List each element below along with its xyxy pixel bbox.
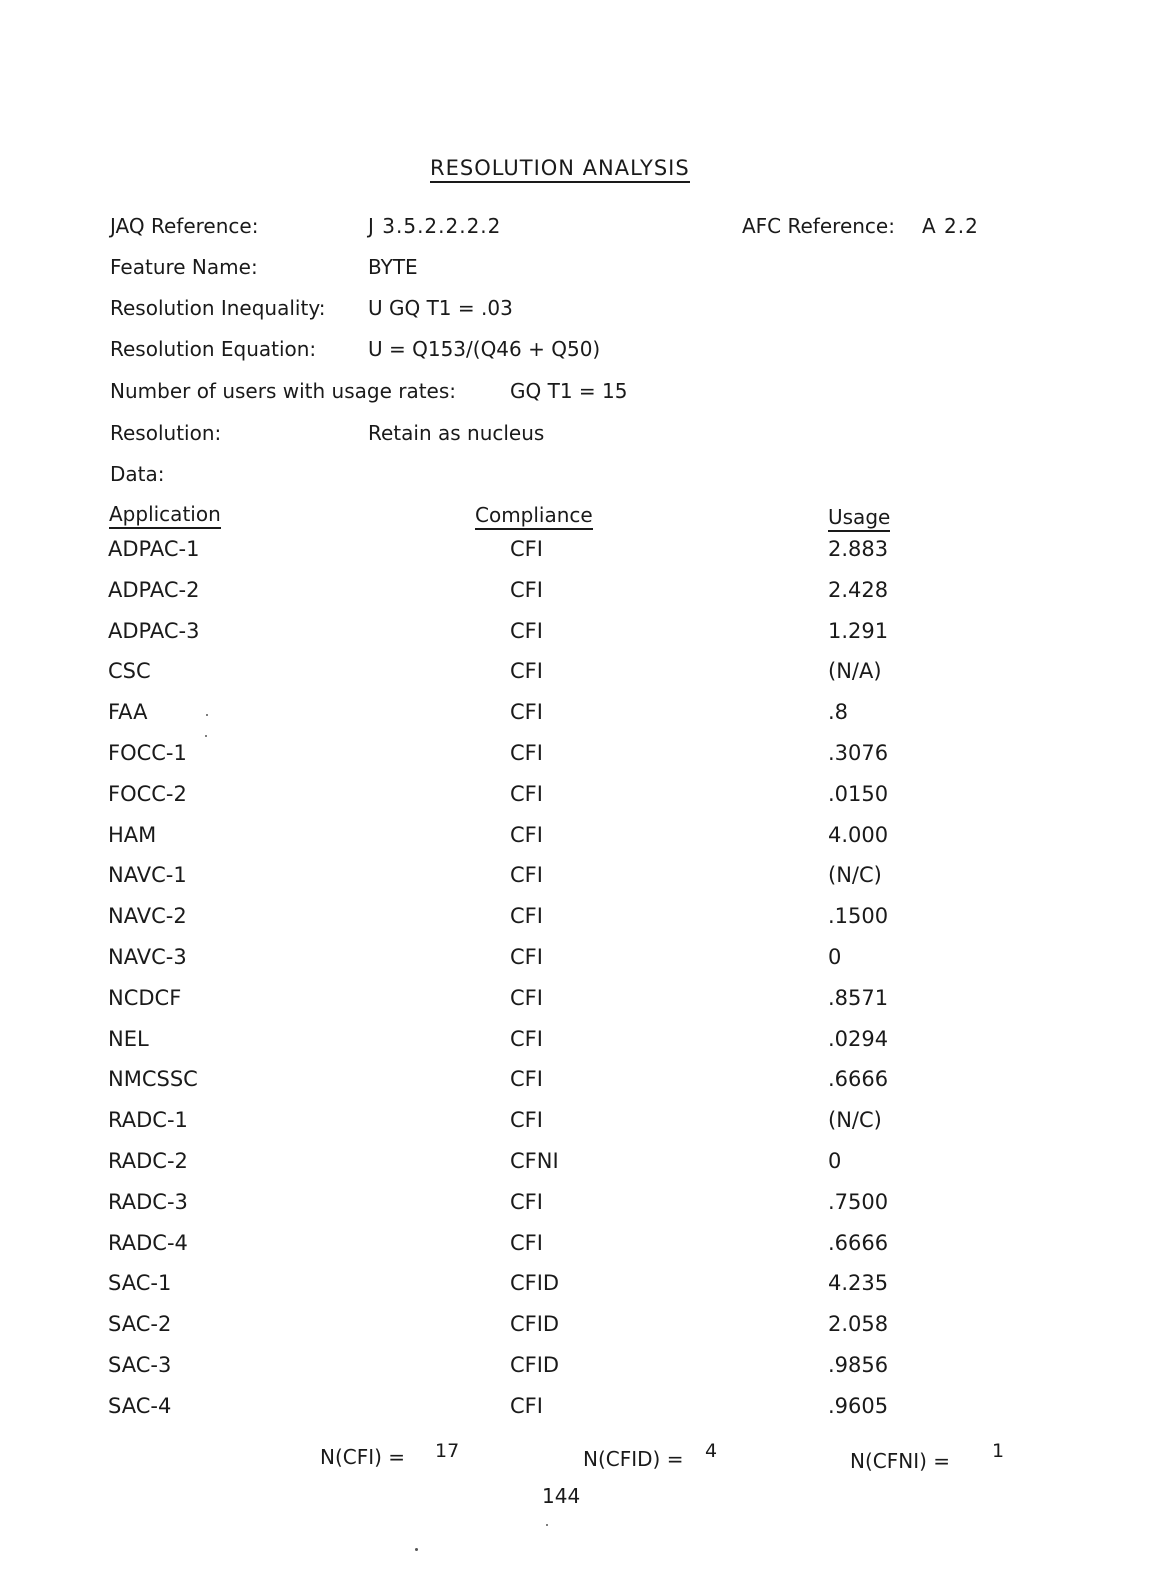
cell-application: RADC-2	[108, 1148, 188, 1173]
table-row	[0, 1190, 1161, 1231]
column-header-application: Application	[109, 502, 221, 529]
cell-application: ADPAC-2	[108, 577, 200, 602]
cell-compliance: CFI	[510, 577, 543, 602]
cell-usage: .9856	[828, 1352, 889, 1377]
jaq-reference-label: JAQ Reference:	[110, 214, 259, 238]
cell-compliance: CFI	[510, 700, 543, 725]
afc-reference-value: A 2.2	[922, 214, 979, 238]
cell-application: ADPAC-3	[108, 618, 200, 643]
table-row	[0, 619, 1161, 660]
cell-compliance: CFI	[510, 659, 543, 684]
total-cfni-value: 1	[992, 1440, 1005, 1462]
table-row	[0, 1027, 1161, 1068]
cell-application: RADC-1	[108, 1108, 188, 1133]
cell-compliance: CFI	[510, 904, 543, 929]
cell-compliance: CFID	[510, 1352, 560, 1377]
cell-usage: .1500	[828, 904, 889, 929]
cell-compliance: CFI	[510, 1230, 543, 1255]
table-row	[0, 945, 1161, 986]
cell-usage: 4.235	[828, 1271, 889, 1296]
cell-application: RADC-3	[108, 1189, 188, 1214]
cell-usage: 2.883	[828, 537, 889, 561]
cell-usage: 4.000	[828, 822, 889, 847]
table-row	[0, 823, 1161, 864]
cell-application: NAVC-1	[108, 863, 187, 888]
table-row	[0, 1108, 1161, 1149]
table-row	[0, 1271, 1161, 1312]
cell-usage: 2.058	[828, 1312, 889, 1337]
cell-compliance: CFI	[510, 618, 543, 643]
cell-application: NCDCF	[108, 985, 182, 1010]
cell-application: HAM	[108, 822, 157, 847]
cell-compliance: CFNI	[510, 1148, 559, 1173]
total-cfi-value: 17	[435, 1440, 460, 1462]
table-row	[0, 700, 1161, 741]
table-row	[0, 782, 1161, 823]
cell-application: SAC-1	[108, 1271, 172, 1296]
table-row	[0, 578, 1161, 619]
cell-application: ADPAC-1	[108, 537, 200, 561]
cell-compliance: CFI	[510, 822, 543, 847]
scan-speck	[206, 714, 208, 716]
table-row	[0, 986, 1161, 1027]
cell-application: NAVC-3	[108, 944, 187, 969]
data-label: Data:	[110, 462, 165, 486]
cell-compliance: CFI	[510, 1393, 543, 1418]
cell-usage: .9605	[828, 1393, 889, 1418]
resolution-equation-label: Resolution Equation:	[110, 337, 317, 361]
table-row	[0, 1067, 1161, 1108]
cell-usage: .6666	[828, 1230, 889, 1255]
total-cfid-value: 4	[705, 1440, 718, 1462]
table-row	[0, 741, 1161, 782]
table-row	[0, 1312, 1161, 1353]
cell-compliance: CFI	[510, 1189, 543, 1214]
resolution-value: Retain as nucleus	[368, 421, 545, 445]
cell-application: RADC-4	[108, 1230, 188, 1255]
afc-reference-label: AFC Reference:	[742, 214, 895, 238]
total-cfni-label: N(CFNI) =	[850, 1449, 951, 1473]
cell-usage: .6666	[828, 1067, 889, 1092]
cell-usage: 0	[828, 1148, 842, 1173]
table-row	[0, 659, 1161, 700]
cell-usage: .8571	[828, 985, 889, 1010]
cell-usage: 0	[828, 944, 842, 969]
column-header-compliance: Compliance	[475, 503, 593, 530]
cell-compliance: CFI	[510, 740, 543, 765]
cell-application: SAC-2	[108, 1312, 172, 1337]
data-table	[0, 537, 1161, 1435]
jaq-reference-value: J 3.5.2.2.2.2	[368, 214, 502, 238]
cell-usage: 2.428	[828, 577, 889, 602]
table-row	[0, 1394, 1161, 1435]
page-title: RESOLUTION ANALYSIS	[430, 156, 690, 183]
cell-application: NEL	[108, 1026, 149, 1051]
cell-compliance: CFI	[510, 1108, 543, 1133]
cell-application: FAA	[108, 700, 148, 725]
cell-usage: .8	[828, 700, 849, 725]
resolution-inequality-label: Resolution Inequality:	[110, 296, 326, 320]
cell-application: FOCC-2	[108, 781, 187, 806]
cell-usage: (N/C)	[828, 1108, 882, 1133]
scan-speck	[415, 1548, 418, 1551]
table-row	[0, 1149, 1161, 1190]
cell-usage: (N/C)	[828, 863, 882, 888]
cell-application: SAC-3	[108, 1352, 172, 1377]
cell-compliance: CFI	[510, 781, 543, 806]
users-with-usage-value: GQ T1 = 15	[510, 379, 628, 403]
table-row	[0, 904, 1161, 945]
feature-name-value: BYTE	[368, 255, 418, 279]
cell-application: SAC-4	[108, 1393, 172, 1418]
cell-application: NAVC-2	[108, 904, 187, 929]
table-row	[0, 1353, 1161, 1394]
cell-compliance: CFI	[510, 537, 543, 561]
scan-speck	[546, 1524, 548, 1526]
total-cfi-label: N(CFI) =	[320, 1445, 406, 1469]
cell-compliance: CFI	[510, 985, 543, 1010]
cell-compliance: CFI	[510, 944, 543, 969]
cell-application: FOCC-1	[108, 740, 187, 765]
table-row	[0, 537, 1161, 578]
table-row	[0, 863, 1161, 904]
cell-compliance: CFID	[510, 1271, 560, 1296]
users-with-usage-label: Number of users with usage rates:	[110, 379, 457, 403]
resolution-equation-value: U = Q153/(Q46 + Q50)	[368, 337, 601, 361]
cell-usage: .7500	[828, 1189, 889, 1214]
cell-usage: .0150	[828, 781, 889, 806]
feature-name-label: Feature Name:	[110, 255, 258, 279]
resolution-inequality-value: U GQ T1 = .03	[368, 296, 513, 320]
cell-compliance: CFI	[510, 863, 543, 888]
cell-usage: .3076	[828, 740, 889, 765]
cell-usage: 1.291	[828, 618, 889, 643]
cell-usage: .0294	[828, 1026, 889, 1051]
column-header-usage: Usage	[828, 505, 890, 532]
cell-application: NMCSSC	[108, 1067, 198, 1092]
cell-compliance: CFID	[510, 1312, 560, 1337]
scan-speck	[205, 735, 207, 737]
page-number: 144	[542, 1484, 581, 1508]
resolution-label: Resolution:	[110, 421, 222, 445]
total-cfid-label: N(CFID) =	[583, 1447, 684, 1471]
cell-usage: (N/A)	[828, 659, 882, 684]
cell-compliance: CFI	[510, 1067, 543, 1092]
cell-application: CSC	[108, 659, 151, 684]
cell-compliance: CFI	[510, 1026, 543, 1051]
table-row	[0, 1231, 1161, 1272]
